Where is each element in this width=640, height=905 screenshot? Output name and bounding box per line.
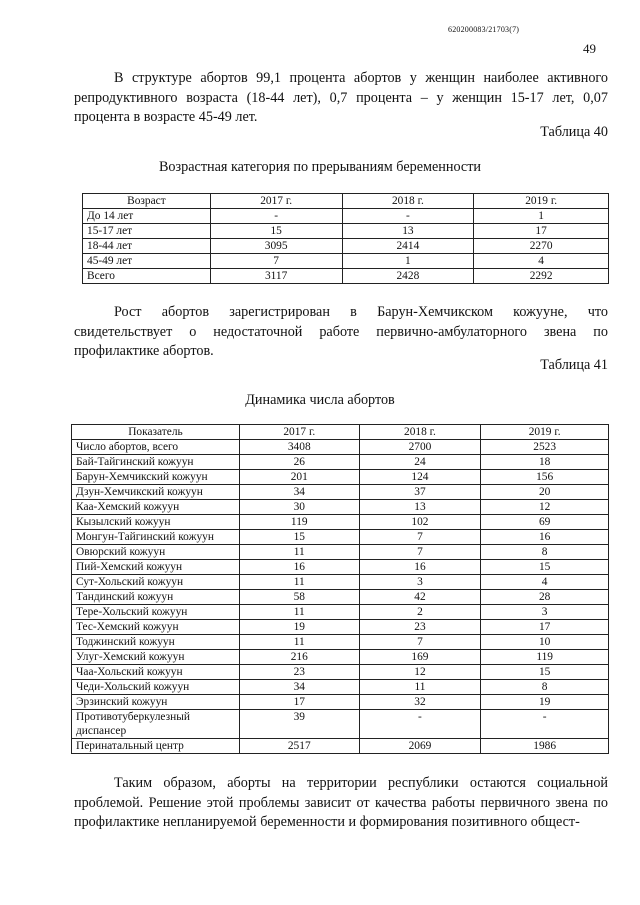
- table-cell: 20: [481, 485, 609, 500]
- table-row: [72, 650, 609, 665]
- table-cell: 2292: [474, 269, 609, 284]
- table-cell: 216: [239, 650, 359, 665]
- table-row-label: Сут-Хольский кожуун: [72, 575, 240, 590]
- table-header-cell: 2019 г.: [474, 194, 609, 209]
- table-cell: 2523: [481, 440, 609, 455]
- table-cell: 2069: [359, 739, 481, 754]
- table-age-categories: [82, 193, 609, 284]
- table-cell: 16: [359, 560, 481, 575]
- table-cell: 124: [359, 470, 481, 485]
- table-cell: 2700: [359, 440, 481, 455]
- table-cell: 37: [359, 485, 481, 500]
- table-cell: 3: [359, 575, 481, 590]
- table-row-label: Каа-Хемский кожуун: [72, 500, 240, 515]
- table-abortion-dynamics: [71, 424, 609, 754]
- document-id: 620200083/21703(7): [448, 25, 520, 34]
- table-row-label: Тес-Хемский кожуун: [72, 620, 240, 635]
- table-cell: -: [481, 710, 609, 739]
- paragraph-growth: [74, 303, 608, 362]
- table-40-label: Таблица 40: [540, 124, 608, 140]
- table-header-row: [83, 194, 609, 209]
- table-row: [72, 470, 609, 485]
- table-row-label: Тере-Хольский кожуун: [72, 605, 240, 620]
- table-row-label: Кызылский кожуун: [72, 515, 240, 530]
- table-cell: 39: [239, 710, 359, 739]
- table-cell: 4: [481, 575, 609, 590]
- table-row: [72, 545, 609, 560]
- table-header-cell: Показатель: [72, 425, 240, 440]
- table-header-cell: 2019 г.: [481, 425, 609, 440]
- table-cell: 16: [239, 560, 359, 575]
- table-cell: 13: [342, 224, 474, 239]
- table-cell: 15: [481, 665, 609, 680]
- table-row: [72, 739, 609, 754]
- table-cell: 8: [481, 680, 609, 695]
- paragraph-text: Рост абортов зарегистрирован в Барун-Хемчикском кожууне, что свидетельствует о недостаточной работе первично-амбулаторного звена по профилактике абортов.: [74, 304, 608, 360]
- table-row: [72, 455, 609, 470]
- table-row-label: До 14 лет: [83, 209, 211, 224]
- table-row: [72, 560, 609, 575]
- table-row: [72, 440, 609, 455]
- table-cell: 2270: [474, 239, 609, 254]
- table-cell: 2: [359, 605, 481, 620]
- table-41-title: Динамика числа абортов: [245, 392, 395, 408]
- table-row: [72, 515, 609, 530]
- table-cell: 32: [359, 695, 481, 710]
- table-cell: 169: [359, 650, 481, 665]
- table-row: [72, 635, 609, 650]
- table-cell: 17: [481, 620, 609, 635]
- table-cell: 3117: [210, 269, 342, 284]
- table-cell: 7: [210, 254, 342, 269]
- table-cell: 2428: [342, 269, 474, 284]
- table-row-label: 45-49 лет: [83, 254, 211, 269]
- table-cell: 7: [359, 530, 481, 545]
- table-cell: 1: [342, 254, 474, 269]
- paragraph-text: В структуре абортов 99,1 процента абортов у женщин наиболее активного репродуктивного возраста (18-44 лет), 0,7 процента – у женщин 15-17 лет, 0,07 процента в возрасте 45-49 лет.: [74, 70, 608, 126]
- page-number: 49: [583, 41, 596, 56]
- table-row: [72, 530, 609, 545]
- table-cell: 12: [359, 665, 481, 680]
- table-header-cell: 2017 г.: [239, 425, 359, 440]
- table-row-label: Противотуберкулезный диспансер: [72, 710, 240, 739]
- table-cell: 17: [474, 224, 609, 239]
- table-row: [83, 254, 609, 269]
- table-header-cell: Возраст: [83, 194, 211, 209]
- table-row-label: Монгун-Тайгинский кожуун: [72, 530, 240, 545]
- table-row-label: Перинатальный центр: [72, 739, 240, 754]
- table-row-label: Эрзинский кожуун: [72, 695, 240, 710]
- table-cell: 19: [481, 695, 609, 710]
- table-cell: 10: [481, 635, 609, 650]
- table-cell: 23: [239, 665, 359, 680]
- table-cell: 28: [481, 590, 609, 605]
- table-cell: 7: [359, 545, 481, 560]
- table-row: [83, 269, 609, 284]
- table-row-label: Чаа-Хольский кожуун: [72, 665, 240, 680]
- table-header-row: [72, 425, 609, 440]
- table-cell: 119: [481, 650, 609, 665]
- table-cell: 17: [239, 695, 359, 710]
- table-row: [72, 710, 609, 739]
- table-cell: 201: [239, 470, 359, 485]
- table-cell: 23: [359, 620, 481, 635]
- table-cell: 30: [239, 500, 359, 515]
- table-row: [83, 239, 609, 254]
- table-cell: -: [210, 209, 342, 224]
- table-row-label: Улуг-Хемский кожуун: [72, 650, 240, 665]
- table-41-label: Таблица 41: [540, 357, 608, 373]
- table-row: [72, 590, 609, 605]
- table-cell: 15: [239, 530, 359, 545]
- table-cell: 119: [239, 515, 359, 530]
- table-cell: 15: [210, 224, 342, 239]
- table-cell: 34: [239, 680, 359, 695]
- table-header-cell: 2017 г.: [210, 194, 342, 209]
- table-row-label: Бай-Тайгинский кожуун: [72, 455, 240, 470]
- table-row-label: 15-17 лет: [83, 224, 211, 239]
- table-cell: 15: [481, 560, 609, 575]
- table-cell: 13: [359, 500, 481, 515]
- table-cell: 16: [481, 530, 609, 545]
- table-cell: 2517: [239, 739, 359, 754]
- table-cell: 3408: [239, 440, 359, 455]
- table-row-label: 18-44 лет: [83, 239, 211, 254]
- table-row: [72, 485, 609, 500]
- table-cell: 34: [239, 485, 359, 500]
- table-cell: 18: [481, 455, 609, 470]
- table-row-label: Всего: [83, 269, 211, 284]
- table-row-label: Число абортов, всего: [72, 440, 240, 455]
- table-cell: 11: [239, 545, 359, 560]
- table-row-label: Тоджинский кожуун: [72, 635, 240, 650]
- table-row: [72, 605, 609, 620]
- table-cell: 2414: [342, 239, 474, 254]
- table-row: [72, 500, 609, 515]
- table-row: [72, 695, 609, 710]
- table-cell: 7: [359, 635, 481, 650]
- table-cell: 69: [481, 515, 609, 530]
- table-cell: 4: [474, 254, 609, 269]
- table-cell: 3095: [210, 239, 342, 254]
- table-row: [72, 620, 609, 635]
- table-40-title: Возрастная категория по прерываниям беременности: [158, 159, 482, 175]
- table-cell: 58: [239, 590, 359, 605]
- table-cell: 19: [239, 620, 359, 635]
- table-row-label: Дзун-Хемчикский кожуун: [72, 485, 240, 500]
- table-cell: 1: [474, 209, 609, 224]
- paragraph-conclusion: [74, 774, 608, 833]
- table-row: [72, 665, 609, 680]
- table-row: [72, 575, 609, 590]
- paragraph-age-structure: [74, 69, 608, 128]
- table-cell: 24: [359, 455, 481, 470]
- table-header-cell: 2018 г.: [359, 425, 481, 440]
- table-row-label: Барун-Хемчикский кожуун: [72, 470, 240, 485]
- paragraph-text: Таким образом, аборты на территории республики остаются социальной проблемой. Решение этой проблемы зависит от качества работы первичного звена по профилактике непланируемой беременности и формирования позитивного общест-: [74, 775, 608, 831]
- table-row: [83, 224, 609, 239]
- table-cell: 12: [481, 500, 609, 515]
- table-cell: 8: [481, 545, 609, 560]
- table-header-cell: 2018 г.: [342, 194, 474, 209]
- table-cell: 11: [239, 635, 359, 650]
- table-cell: 11: [239, 605, 359, 620]
- table-row-label: Овюрский кожуун: [72, 545, 240, 560]
- table-row: [83, 209, 609, 224]
- table-cell: 156: [481, 470, 609, 485]
- table-cell: 42: [359, 590, 481, 605]
- table-cell: 1986: [481, 739, 609, 754]
- table-row-label: Чеди-Хольский кожуун: [72, 680, 240, 695]
- table-row-label: Тандинский кожуун: [72, 590, 240, 605]
- table-cell: -: [359, 710, 481, 739]
- table-cell: 102: [359, 515, 481, 530]
- table-cell: -: [342, 209, 474, 224]
- table-cell: 11: [239, 575, 359, 590]
- table-cell: 26: [239, 455, 359, 470]
- table-row: [72, 680, 609, 695]
- table-cell: 11: [359, 680, 481, 695]
- table-row-label: Пий-Хемский кожуун: [72, 560, 240, 575]
- table-cell: 3: [481, 605, 609, 620]
